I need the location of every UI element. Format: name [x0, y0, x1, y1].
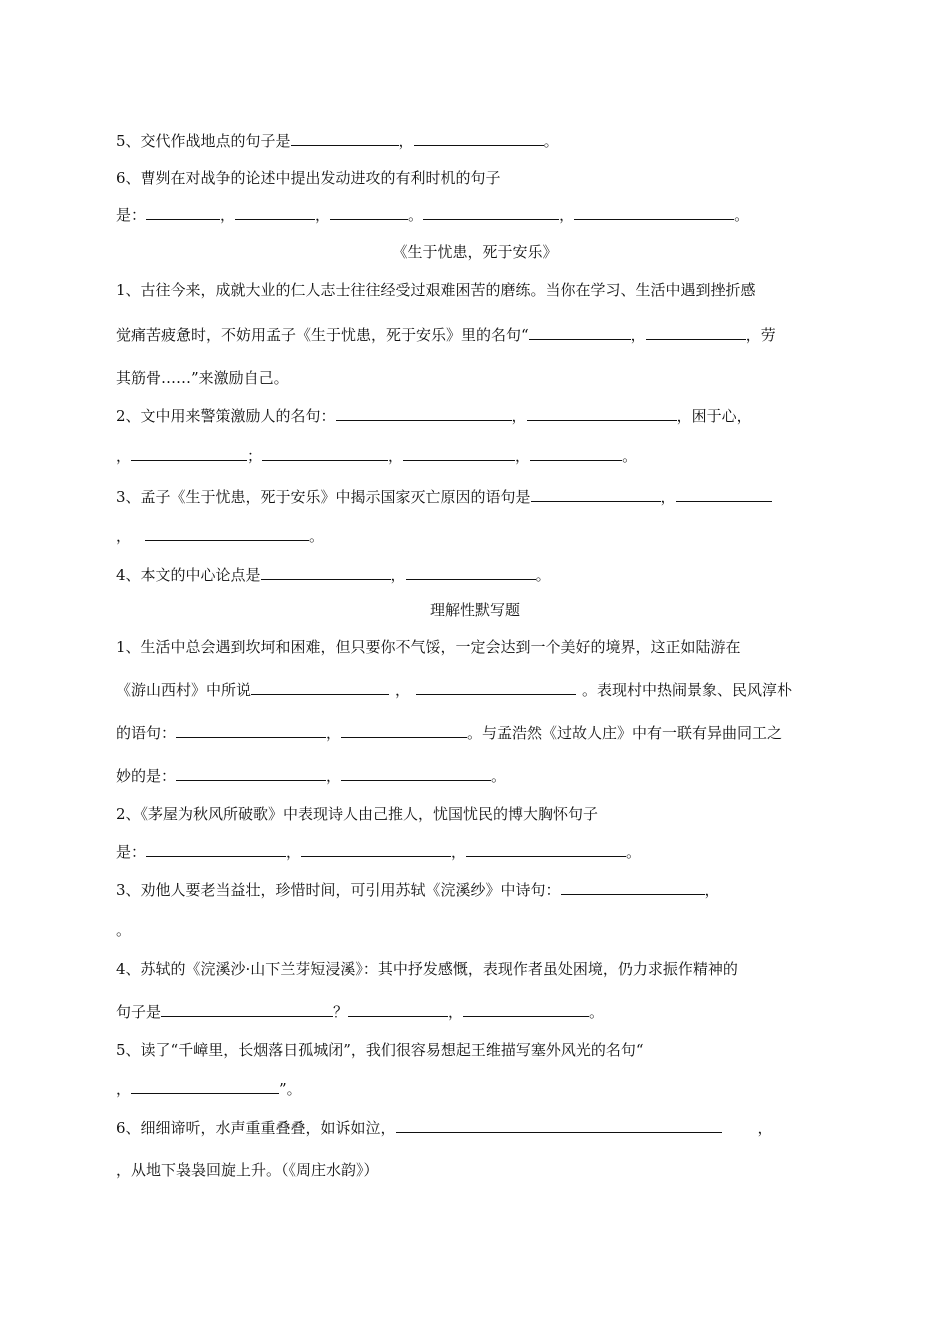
answer-blank[interactable]: [406, 565, 536, 580]
answer-blank[interactable]: [463, 1002, 589, 1017]
answer-blank[interactable]: [336, 406, 512, 421]
answer-blank[interactable]: [251, 680, 389, 695]
section3-question-2: 2、《茅屋为秋风所破歌》中表现诗人由己推人，忧国忧民的博大胸怀句子: [116, 805, 599, 823]
answer-blank[interactable]: [146, 842, 286, 857]
section2-question-3-line2: ， 。: [116, 527, 325, 545]
section2-question-2: 2、文中用来警策激励人的名句： ， ，困于心，: [116, 407, 752, 425]
section3-question-2-line2: 是： ， ， 。: [116, 843, 642, 861]
answer-blank[interactable]: [531, 487, 661, 502]
answer-blank[interactable]: [161, 1002, 333, 1017]
answer-blank[interactable]: [291, 131, 399, 146]
section3-question-5-line2: ， ”。: [116, 1080, 302, 1098]
section2-question-3: 3、孟子《生于忧患，死于安乐》中揭示国家灭亡原因的语句是 ，: [116, 487, 772, 507]
answer-blank[interactable]: [131, 1079, 279, 1094]
question-6-answer-line: 是： ， ， 。 ， 。: [116, 206, 750, 224]
answer-blank[interactable]: [414, 131, 544, 146]
section3-question-6: 6、细细谛听，水声重重叠叠，如诉如泣， ，: [116, 1119, 773, 1137]
answer-blank[interactable]: [176, 723, 326, 738]
answer-blank[interactable]: [301, 842, 451, 857]
section2-question-2-line2: ， ； ， ， 。: [116, 447, 638, 465]
section2-question-1: 1、古往今来，成就大业的仁人志士往往经受过艰难困苦的磨练。当你在学习、生活中遇到挫折感: [116, 281, 756, 299]
section3-question-4: 4、苏轼的《浣溪沙·山下兰芽短浸溪》：其中抒发感慨，表现作者虽处困境，仍力求振作精神的: [116, 960, 738, 978]
answer-blank[interactable]: [341, 766, 491, 781]
answer-blank[interactable]: [416, 680, 576, 695]
answer-blank[interactable]: [527, 406, 677, 421]
section3-question-3: 3、劝他人要老当益壮，珍惜时间，可引用苏轼《浣溪纱》中诗句： ，: [116, 881, 720, 899]
answer-blank[interactable]: [348, 1002, 448, 1017]
answer-blank[interactable]: [131, 446, 247, 461]
answer-blank[interactable]: [530, 446, 622, 461]
section3-question-1: 1、生活中总会遇到坎坷和困难，但只要你不气馁，一定会达到一个美好的境界，这正如陆游在: [116, 638, 741, 656]
answer-blank[interactable]: [646, 325, 746, 340]
answer-blank[interactable]: [676, 487, 772, 502]
answer-blank[interactable]: [466, 842, 626, 857]
answer-blank[interactable]: [529, 325, 631, 340]
answer-blank[interactable]: [235, 205, 315, 220]
answer-blank[interactable]: [423, 205, 559, 220]
question-5-battle-location: 5、交代作战地点的句子是 ， 。: [116, 132, 559, 150]
answer-blank[interactable]: [261, 565, 391, 580]
section2-question-4: 4、本文的中心论点是 ， 。: [116, 566, 551, 584]
answer-blank[interactable]: [561, 880, 705, 895]
answer-blank[interactable]: [262, 446, 388, 461]
answer-blank[interactable]: [146, 205, 220, 220]
answer-blank[interactable]: [330, 205, 408, 220]
answer-blank[interactable]: [145, 526, 309, 541]
section3-question-1-line4: 妙的是： ， 。: [116, 767, 507, 785]
section3-question-6-line2: ，从地下袅袅回旋上升。（《周庄水韵》）: [116, 1161, 379, 1179]
section2-question-1-line2: 觉痛苦疲惫时，不妨用孟子《生于忧患，死于安乐》里的名句“ ， ，劳: [116, 326, 776, 344]
section2-question-1-line3: 其筋骨……”来激励自己。: [116, 369, 289, 387]
section3-question-1-line2: 《游山西村》中所说 ， 。表现村中热闹景象、民风淳朴: [116, 681, 793, 699]
question-6-attack-timing: 6、曹刿在对战争的论述中提出发动进攻的有利时机的句子: [116, 169, 501, 187]
answer-blank[interactable]: [176, 766, 326, 781]
answer-blank[interactable]: [396, 1118, 722, 1133]
answer-blank[interactable]: [403, 446, 515, 461]
answer-blank[interactable]: [574, 205, 734, 220]
section-title-comprehension: 理解性默写题: [429, 601, 520, 619]
section3-question-3-line2: 。: [116, 921, 132, 939]
section3-question-4-line2: 句子是 ？ ， 。: [116, 1003, 605, 1021]
section-title-shengyu-youhuan: 《生于忧患，死于安乐》: [392, 243, 558, 261]
section3-question-1-line3: 的语句： ， 。与孟浩然《过故人庄》中有一联有异曲同工之: [116, 724, 783, 742]
section3-question-5: 5、读了“千嶂里，长烟落日孤城闭”，我们很容易想起王维描写塞外风光的名句“: [116, 1041, 644, 1059]
answer-blank[interactable]: [341, 723, 467, 738]
